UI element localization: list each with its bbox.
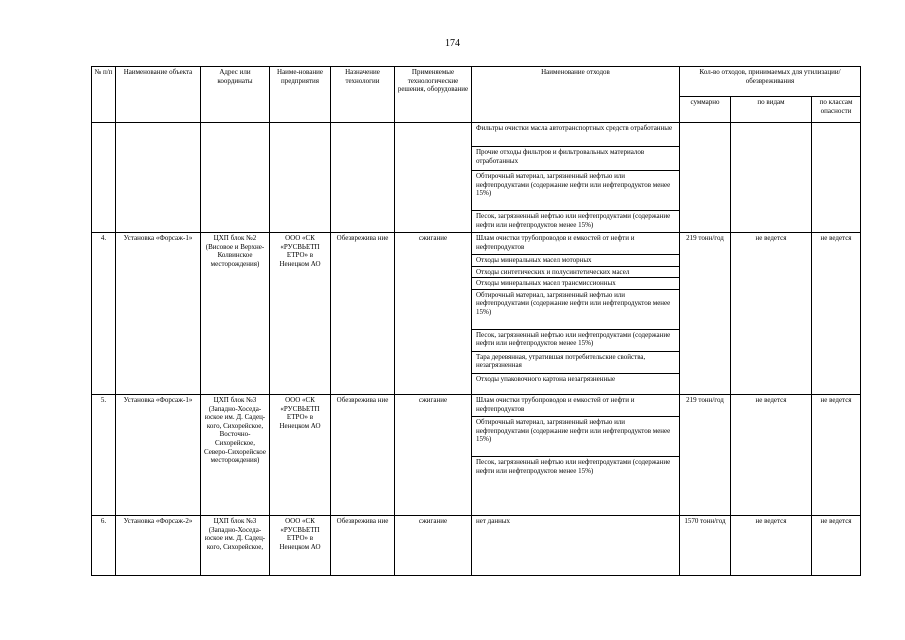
qty-by-type: не ведется <box>731 233 812 395</box>
table-row <box>92 233 861 395</box>
header-qty-group: Кол-во отходов, принимаемых для утилизации/обезвреживания <box>680 67 861 97</box>
header-address: Адрес или координаты <box>201 67 270 123</box>
enterprise: ООО «СК «РУСВЬЕТП ЕТРО» в Ненецком АО <box>270 516 331 576</box>
purpose: Обезврежива ние <box>331 516 395 576</box>
waste-item: Фильтры очистки масла автотранспортных средств отработанные <box>472 123 680 147</box>
qty-total: 219 тонн/год <box>680 233 731 395</box>
header-row <box>92 67 861 97</box>
address: ЦХП блок №2 (Висовое и Верхне-Колвинское месторождения) <box>201 233 270 395</box>
purpose: Обезврежива ние <box>331 233 395 395</box>
qty-by-class: не ведется <box>812 395 861 516</box>
header-total: суммарно <box>680 97 731 123</box>
enterprise: ООО «СК «РУСВЬЕТП ЕТРО» в Ненецком АО <box>270 395 331 516</box>
waste-item: Обтирочный материал, загрязненный нефтью или нефтепродуктами (содержание нефти или нефтепродуктов менее 15%) <box>472 171 680 211</box>
waste-list <box>472 395 680 516</box>
object-name: Установка «Форсаж-1» <box>116 395 201 516</box>
waste-item: Обтирочный материал, загрязненный нефтью или нефтепродуктами (содержание нефти или нефтепродуктов менее 15%) <box>472 290 680 330</box>
qty-total: 219 тонн/год <box>680 395 731 516</box>
technology: сжигание <box>395 395 472 516</box>
header-enterprise: Наиме-нование предприятия <box>270 67 331 123</box>
waste-item: Песок, загрязненный нефтью или нефтепродуктами (содержание нефти или нефтепродуктов менее 15%) <box>476 458 671 475</box>
waste-item: Отходы упаковочного картона незагрязненные <box>476 374 616 383</box>
row-num: 6. <box>92 516 116 576</box>
qty-by-type: не ведется <box>731 395 812 516</box>
header-by-type: по видам <box>731 97 812 123</box>
waste-item: Отходы минеральных масел трансмиссионных <box>472 278 680 290</box>
qty-by-class: не ведется <box>812 233 861 395</box>
waste-facilities-table <box>91 66 861 576</box>
continuation-waste-list <box>472 123 680 233</box>
header-tech: Применяемые технологические решения, оборудование <box>395 67 472 123</box>
continuation-row <box>92 123 861 233</box>
waste-item: Шлам очистки трубопроводов и емкостей от нефти и нефтепродуктов <box>472 233 680 255</box>
row-num: 5. <box>92 395 116 516</box>
waste-item: нет данных <box>472 516 680 576</box>
purpose: Обезврежива ние <box>331 395 395 516</box>
header-by-class: по классам опасности <box>812 97 861 123</box>
qty-by-type: не ведется <box>731 516 812 576</box>
waste-list <box>472 233 680 395</box>
waste-item: Обтирочный материал, загрязненный нефтью или нефтепродуктами (содержание нефти или нефтепродуктов менее 15%) <box>472 417 680 457</box>
waste-item: Песок, загрязненный нефтью или нефтепродуктами (содержание нефти или нефтепродуктов менее 15%) <box>472 330 680 352</box>
waste-item: Тара деревянная, утратившая потребительские свойства, незагрязненная <box>472 352 680 374</box>
waste-item: Песок, загрязненный нефтью или нефтепродуктами (содержание нефти или нефтепродуктов менее 15%) <box>476 212 671 229</box>
enterprise: ООО «СК «РУСВЬЕТП ЕТРО» в Ненецком АО <box>270 233 331 395</box>
address: ЦХП блок №3 (Западно-Хоседа-юское им. Д. Садец-кого, Сихорейское, Восточно-Сихорейское, Северо-Сихорейское месторождения) <box>201 395 270 516</box>
waste-item: Отходы синтетических и полусинтетических масел <box>472 267 680 279</box>
header-object-name: Наименование объекта <box>116 67 201 123</box>
page-number: 174 <box>445 38 460 49</box>
technology: сжигание <box>395 516 472 576</box>
table-row <box>92 516 861 576</box>
technology: сжигание <box>395 233 472 395</box>
qty-by-class: не ведется <box>812 516 861 576</box>
header-purpose: Назначение технологии <box>331 67 395 123</box>
waste-item: Прочие отходы фильтров и фильтровальных материалов отработанных <box>472 147 680 171</box>
table-row <box>92 395 861 516</box>
waste-item: Отходы минеральных масел моторных <box>472 255 680 267</box>
address: ЦХП блок №3 (Западно-Хоседа-юское им. Д. Садец-кого, Сихорейское, <box>201 516 270 576</box>
qty-total: 1570 тонн/год <box>680 516 731 576</box>
waste-item: Шлам очистки трубопроводов и емкостей от нефти и нефтепродуктов <box>472 395 680 417</box>
header-waste: Наименование отходов <box>472 67 680 123</box>
row-num: 4. <box>92 233 116 395</box>
header-num: № п/п <box>92 67 116 123</box>
object-name: Установка «Форсаж-1» <box>116 233 201 395</box>
object-name: Установка «Форсаж-2» <box>116 516 201 576</box>
